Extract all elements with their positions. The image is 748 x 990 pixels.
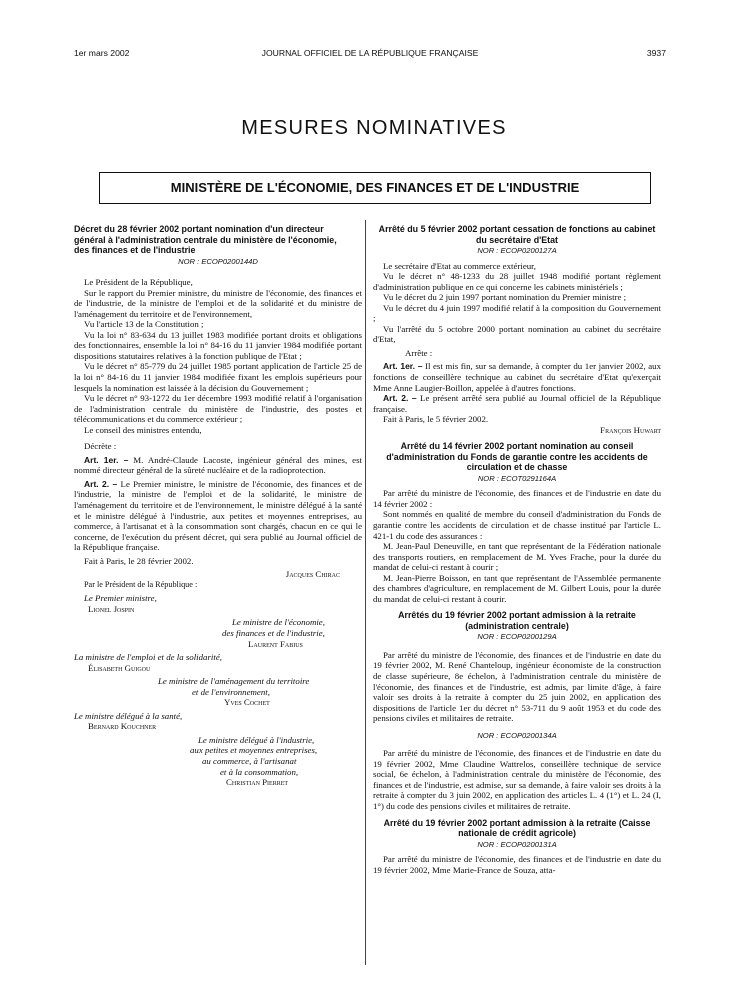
arrete-paragraph: Le secrétaire d'Etat au commerce extérieur, bbox=[383, 260, 536, 271]
section-title: MESURES NOMINATIVES bbox=[241, 117, 507, 139]
header-journal-title: JOURNAL OFFICIEL DE LA RÉPUBLIQUE FRANÇAISE bbox=[261, 48, 479, 58]
arrete-paragraph: Vu le décret n° 48-1233 du 28 juillet 1948 modifié portant règlement d'administration publique en ce qui concerne les cabinets ministériels ; bbox=[373, 271, 661, 292]
decree-paragraph: Vu le décret n° 85-779 du 24 juillet 1985 portant application de l'article 25 de la loi n° 84-16 du 11 janvier 1984 modifiée fixant les emplois supérieurs pour lesquels la nomination est laissée à la décision du Gouvernement ; bbox=[74, 361, 362, 393]
ind-title: aux petites et moyennes entreprises, bbox=[190, 745, 318, 756]
running-head bbox=[74, 48, 666, 60]
amen-title: et de l'environnement, bbox=[192, 686, 270, 697]
decree-paragraph: Vu le décret n° 93-1272 du 1er décembre 1993 modifié relatif à l'organisation de l'administration centrale du ministère de l'industrie, des postes et télécommunications et du commerce extérieur ; bbox=[74, 393, 362, 425]
eco-title: des finances et de l'industrie, bbox=[222, 628, 325, 638]
decree-paragraph: Le conseil des ministres entendu, bbox=[84, 424, 202, 435]
ministry-heading: MINISTÈRE DE L'ÉCONOMIE, DES FINANCES ET DE L'INDUSTRIE bbox=[99, 172, 651, 204]
arrete-paragraph: Par arrêté du ministre de l'économie, des finances et de l'industrie en date du 19 février 2002, M. René Chanteloup, ingénieur économiste de la construction de classe supérieure, 8e échelon, à l'administration centrale du ministère de l'économie, des finances et de l'industrie, est admis, par limite d'âge, à faire valoir ses droits à la retraite à compter du 25 juin 2002, en application des dispositions de l'article 1er du décret n° 53-711 du 9 août 1953 et du code des pensions civiles et militaires de retraite. bbox=[373, 649, 661, 724]
decree-decrete: Décrète : bbox=[84, 441, 117, 452]
decree-paragraph: Vu la loi n° 83-634 du 13 juillet 1983 modifiée portant droits et obligations des fonctionnaires, ensemble la loi n° 84-16 du 11 janvier 1984 modifiée portant dispositions statutaires relatives à la fonction publique de l'Etat ; bbox=[74, 329, 362, 361]
header-page-number: 3937 bbox=[646, 48, 666, 58]
arrete-paragraph: Par arrêté du ministre de l'économie, des finances et de l'industrie en date du 19 février 2002, Mme Marie-France de Souza, atta- bbox=[373, 854, 661, 875]
arrete-paragraph: M. Jean-Paul Deneuville, en tant que représentant de la Fédération nationale des transports routiers, en remplacement de M. Yves Frache, pour la durée du mandat de celui-ci restant à courir ; bbox=[373, 541, 661, 573]
header-date: 1er mars 2002 bbox=[74, 48, 130, 58]
par-le-president: Par le Président de la République : bbox=[84, 579, 198, 589]
ind-name: Christian Pierret bbox=[226, 777, 289, 788]
arrete-article-1: Art. 1er. – Il est mis fin, sur sa demande, à compter du 1er janvier 2002, aux fonctions de conseillère technique au cabinet du secrétaire d'Etat qu'exerçait Mme Anne Laugier-Boillon, appelée à d'autres fonctions. bbox=[373, 361, 662, 393]
arrete-nor: NOR : ECOP0200127A bbox=[477, 246, 557, 255]
ind-title: Le ministre délégué à l'industrie, bbox=[198, 734, 315, 745]
decree-article-1: Art. 1er. – M. André-Claude Lacoste, ingénieur général des mines, est nommé directeur général de la sûreté nucléaire et de la radioprotection. bbox=[74, 454, 362, 476]
decree-paragraph: Le Président de la République, bbox=[84, 277, 193, 288]
arrete-nor: NOR : ECOP0200131A bbox=[477, 839, 557, 849]
emploi-title: La ministre de l'emploi et de la solidarité, bbox=[74, 652, 222, 663]
decree-article-2: Art. 2. – Le Premier ministre, le ministre de l'économie, des finances et de l'industrie, la ministre de l'emploi et de la solidarité, le ministre de l'aménagement du territoire et de l'environnement, le ministre délégué à la santé et le ministre délégué à l'industrie, aux petites et moyennes entreprises, au commerce, à l'artisanat et à la consommation sont chargés, chacun en ce qui le concerne, de l'exécution du présent décret, qui sera publié au Journal officiel de la République française. bbox=[74, 478, 362, 553]
decree-fait: Fait à Paris, le 28 février 2002. bbox=[84, 555, 194, 566]
arrete-paragraph: Vu le décret du 4 juin 1997 modifié relatif à la composition du Gouvernement ; bbox=[373, 302, 661, 324]
decree-nor: NOR : ECOP0200144D bbox=[178, 256, 258, 266]
arrete-paragraph: Vu l'arrêté du 5 octobre 2000 portant nomination au cabinet du secrétaire d'Etat, bbox=[373, 323, 661, 345]
arrete-fait: Fait à Paris, le 5 février 2002. bbox=[383, 414, 489, 425]
arrete-signature: François Huwart bbox=[600, 424, 661, 435]
eco-title: Le ministre de l'économie, bbox=[232, 617, 325, 628]
arrete-paragraph: Sont nommés en qualité de membre du conseil d'administration du Fonds de garantie contre les accidents de circulation et de chasse institué par l'article L. 421-1 du code des assurances : bbox=[373, 509, 661, 541]
decree-heading: Décret du 28 février 2002 portant nomination d'un directeur général à l'administration centrale du ministère de l'économie, des finances et de l'industrie bbox=[74, 224, 337, 255]
arrete-heading: Arrêté du 14 février 2002 portant nomination au conseil d'administration du Fonds de garantie contre les accidents de circulation et de chasse bbox=[386, 441, 648, 473]
arrete-heading: Arrêté du 19 février 2002 portant admission à la retraite (Caisse nationale de crédit agricole) bbox=[383, 817, 651, 839]
arrete-nor: NOR : ECOP0200134A bbox=[477, 730, 557, 740]
eco-name: Laurent Fabius bbox=[248, 638, 303, 649]
sante-title: Le ministre délégué à la santé, bbox=[74, 710, 183, 721]
amen-name: Yves Cochet bbox=[224, 697, 270, 708]
signature-president: Jacques Chirac bbox=[285, 569, 340, 580]
ind-title: au commerce, à l'artisanat bbox=[202, 756, 297, 767]
arrete-paragraph: Par arrêté du ministre de l'économie, des finances et de l'industrie en date du 14 février 2002 : bbox=[373, 488, 661, 509]
ind-title: et à la consommation, bbox=[220, 766, 299, 777]
decree-paragraph: Vu l'article 13 de la Constitution ; bbox=[84, 319, 204, 330]
arrete-paragraph: M. Jean-Pierre Boisson, en tant que représentant de l'Assemblée permanente des chambres d'agriculture, en remplacement de M. Gilbert Louis, pour la durée du mandat de celui-ci restant à courir. bbox=[373, 572, 661, 604]
arrete-nor: NOR : ECOT0291164A bbox=[477, 473, 557, 483]
arrete-article-2: Art. 2. – Le présent arrêté sera publié au Journal officiel de la République française. bbox=[373, 393, 661, 414]
decree-paragraph: Sur le rapport du Premier ministre, du ministre de l'économie, des finances et de l'industrie, de la ministre de l'emploi et de la solidarité et du ministre de l'aménagement du territoire et de l'environnement, bbox=[74, 287, 362, 319]
arrete-nor: NOR : ECOP0200129A bbox=[477, 632, 557, 642]
pm-title: Le Premier ministre, bbox=[84, 593, 157, 604]
arrete-heading: Arrêté du 5 février 2002 portant cessation de fonctions au cabinet du secrétaire d'Etat bbox=[378, 224, 656, 245]
arrete-arrete: Arrête : bbox=[405, 347, 433, 358]
arrete-paragraph: Vu le décret du 2 juin 1997 portant nomination du Premier ministre ; bbox=[383, 292, 627, 303]
emploi-name: Élisabeth Guigou bbox=[88, 662, 151, 673]
column-divider bbox=[365, 220, 366, 965]
arrete-heading: Arrêtés du 19 février 2002 portant admission à la retraite (administration centrale) bbox=[398, 610, 636, 631]
sante-name: Bernard Kouchner bbox=[88, 721, 157, 732]
pm-name: Lionel Jospin bbox=[88, 603, 135, 614]
left-column bbox=[74, 224, 362, 788]
amen-title: Le ministre de l'aménagement du territoire bbox=[158, 676, 310, 687]
right-column bbox=[373, 224, 661, 875]
arrete-paragraph: Par arrêté du ministre de l'économie, des finances et de l'industrie en date du 19 février 2002, Mme Claudine Wattrelos, conseillère technique de service social, 6e échelon, à l'administration centrale du ministère de l'économie, des finances et de l'industrie, est admise, sur sa demande, à faire valoir ses droits à la retraite à compter du 3 juin 2002, en application des articles L. 4 (1°) et L. 24 (I, 1°) du code des pensions civiles et militaires de retraite. bbox=[373, 748, 661, 812]
